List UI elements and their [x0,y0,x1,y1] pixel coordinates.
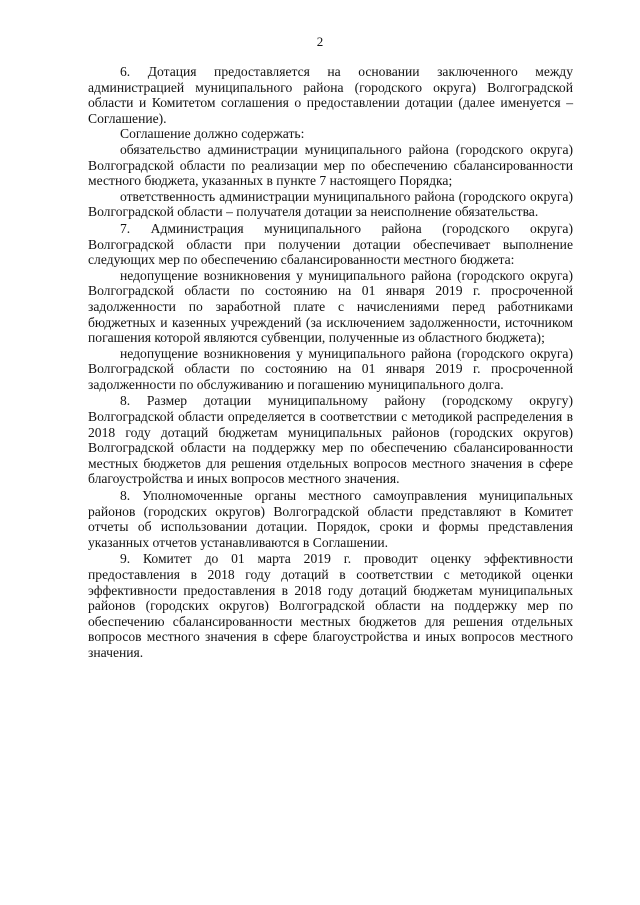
page-number: 2 [316,34,324,49]
paragraph-item-8-reports: 8. Уполномоченные органы местного самоуправления муниципальных районов (городских округов) Волгоградской области представляют в Комитет отчеты об использовании дотации. Порядок, сроки и формы представления указанных отчетов устанавливаются в Соглашении. [88,488,573,550]
paragraph-item-6: 6. Дотация предоставляется на основании заключенного между администрацией муниципального района (городского округа) Волгоградской области и Комитетом соглашения о предоставлении дотации (далее именуется – Соглашение). [88,64,573,126]
paragraph-item-9: 9. Комитет до 01 марта 2019 г. проводит оценку эффективности предоставления в 2018 году дотаций в соответствии с методикой оценки эффективности предоставления в 2018 году дотаций бюджетам муниципальных районов (городских округов) Волгоградской области на поддержку мер по обеспечению сбалансированности местных бюджетов для решения отдельных вопросов местного значения в сфере благоустройства и иных вопросов местного значения. [88,551,573,660]
document-body [88,64,573,661]
paragraph-debt-service: недопущение возникновения у муниципального района (городского округа) Волгоградской области по состоянию на 01 января 2019 г. просроченной задолженности по обслуживанию и погашению муниципального долга. [88,345,573,392]
paragraph-obligation: обязательство администрации муниципального района (городского округа) Волгоградской области по реализации мер по обеспечению сбалансированности местного бюджета, указанных в пункте 7 настоящего Порядка; [88,141,573,189]
paragraph-item-7: 7. Администрация муниципального района (городского округа) Волгоградской области при получении дотации обеспечивает выполнение следующих мер по обеспечению сбалансированности местного бюджета: [88,220,573,268]
paragraph-item-8-amount: 8. Размер дотации муниципальному району (городскому округу) Волгоградской области определяется в соответствии с методикой распределения в 2018 году дотаций бюджетам муниципальных районов (городских округов) Волгоградской области на поддержку мер по обеспечению сбалансированности местных бюджетов для решения отдельных вопросов местного значения в сфере благоустройства и иных вопросов местного значения. [88,393,573,487]
agreement-requirements-heading: Соглашение должно содержать: [120,126,305,142]
paragraph-wage-arrears: недопущение возникновения у муниципального района (городского округа) Волгоградской области по состоянию на 01 января 2019 г. просроченной задолженности по заработной плате с начислениями перед работниками бюджетных и казенных учреждений (за исключением задолженности, источником погашения которой являются субвенции, полученные из областного бюджета); [88,267,573,346]
paragraph-responsibility: ответственность администрации муниципального района (городского округа) Волгоградской области – получателя дотации за неисполнение обязательства. [88,188,573,220]
